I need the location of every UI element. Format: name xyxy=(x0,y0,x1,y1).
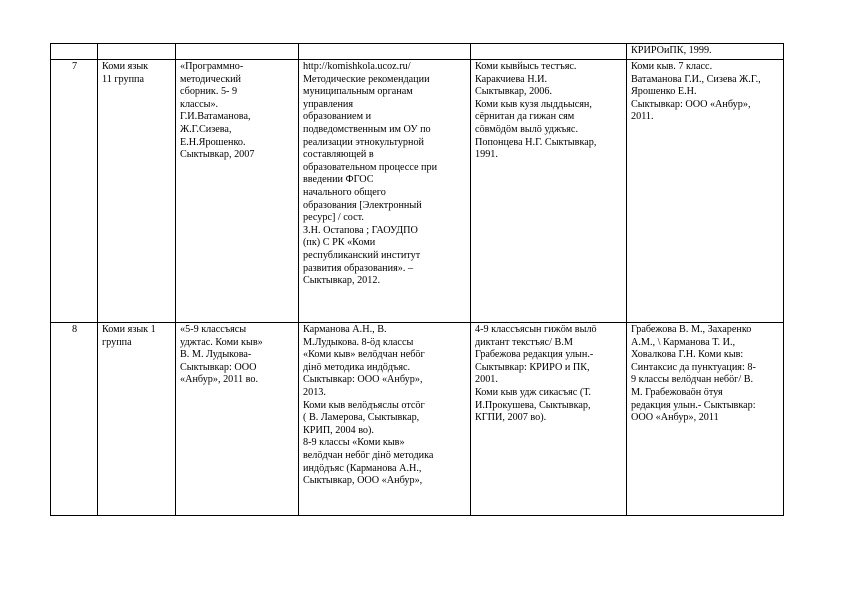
row-number: 8 xyxy=(71,324,78,335)
cell-text-line: введении ФГОС xyxy=(303,174,374,186)
cell-text-line: Сыктывкар: ООО «Анбур», xyxy=(303,374,423,386)
cell-text-line: Грабежова редакция улын.- xyxy=(475,349,594,361)
cell-text-line: http://komishkola.ucoz.ru/ xyxy=(303,61,411,72)
cell-text-line: республиканский институт xyxy=(303,249,421,261)
cell-text-line: Грабежова В. М., Захаренко xyxy=(631,324,752,335)
cell-text-line: Сыктывкар, 2006. xyxy=(475,86,552,98)
table-cell xyxy=(176,60,299,323)
table-row xyxy=(51,323,784,516)
cell-text-line: уджтас. Коми кыв» xyxy=(180,336,263,348)
table-cell xyxy=(627,323,784,516)
cell-text-line: Синтаксис да пунктуация: 8- xyxy=(631,361,756,373)
cell-text-line: велöдчан небöг дiнö методика xyxy=(303,449,434,461)
cell-text-line: образования [Электронный xyxy=(303,199,422,211)
cell-text-line: реализации этнокультурной xyxy=(303,136,425,148)
cell-text-line: 2011. xyxy=(631,111,654,123)
cell-text-line: Попонцева Н.Г. Сыктывкар, xyxy=(475,136,597,148)
cell-text-line: Сыктывкар, 2007 xyxy=(180,149,255,161)
cell-text-line: А.М., \ Карманова Т. И., xyxy=(631,336,736,348)
cell-text-line: ресурс] / сост. xyxy=(303,212,364,224)
cell-text-line: Ховалкова Г.Н. Коми кыв: xyxy=(631,349,744,361)
cell-text-line: развития образования». – xyxy=(303,262,414,274)
cell-text-line: Коми кыв. 7 класс. xyxy=(631,61,713,72)
cell-text-line: методический xyxy=(180,73,241,85)
cell-text-line: подведомственным им ОУ по xyxy=(303,123,431,135)
cell-text-line: Г.И.Ватаманова, xyxy=(180,111,251,123)
cell-text-line: Ярошенко Е.Н. xyxy=(631,86,697,98)
cell-text-line: индöдъяс (Карманова А.Н., xyxy=(303,462,422,474)
row-number-cell xyxy=(51,60,98,323)
table-cell xyxy=(98,44,176,60)
cell-text-line: муниципальным органам xyxy=(303,86,413,98)
cell-text-line: Каракчиева Н.И. xyxy=(475,73,547,85)
cell-text-line: Сыктывкар: ООО xyxy=(180,361,257,373)
cell-text-line: Коми кыв кузя лыддьысян, xyxy=(475,98,592,110)
table-cell xyxy=(627,60,784,323)
cell-text-line: КРИРОиПК, 1999. xyxy=(631,45,712,56)
cell-text-line: 2013. xyxy=(303,386,326,398)
table-cell xyxy=(299,60,471,323)
table-cell xyxy=(627,44,784,60)
cell-text-line: управления xyxy=(303,98,354,110)
cell-text-line: образованием и xyxy=(303,111,372,123)
cell-text-line: ( В. Ламерова, Сыктывкар, xyxy=(303,412,420,424)
row-number-cell xyxy=(51,44,98,60)
table-row xyxy=(51,60,784,323)
cell-text-line: «5-9 классъясы xyxy=(180,324,247,335)
cell-text-line: И.Прокушева, Сыктывкар, xyxy=(475,399,591,411)
cell-text-line: Коми кыв удж сикасъяс (Т. xyxy=(475,386,591,398)
cell-text-line: сёрнитан да гижан сям xyxy=(475,111,575,123)
cell-text-line: Методические рекомендации xyxy=(303,73,430,85)
cell-text-line: М.Лудыкова. 8-öд классы xyxy=(303,336,414,348)
row-number: 7 xyxy=(71,61,78,72)
cell-text-line: редакция улын.- Сыктывкар: xyxy=(631,399,756,411)
cell-text-line: Карманова А.Н., В. xyxy=(303,324,387,335)
cell-text-line: В. М. Лудыкова- xyxy=(180,349,252,361)
row-number-cell xyxy=(51,323,98,516)
cell-text-line: 11 группа xyxy=(102,73,145,85)
cell-text-line: группа xyxy=(102,336,132,348)
cell-text-line: «Программно- xyxy=(180,61,244,72)
cell-text-line: Е.Н.Ярошенко. xyxy=(180,136,246,148)
table-cell xyxy=(299,44,471,60)
cell-text-line: «Анбур», 2011 во. xyxy=(180,374,258,386)
table-cell xyxy=(176,44,299,60)
cell-text-line: М. Грабежоваöн öтуя xyxy=(631,386,723,398)
cell-text-line: дiнö методика индöдъяс. xyxy=(303,361,411,373)
table-cell xyxy=(176,323,299,516)
cell-text-line: Сыктывкар: ООО «Анбур», xyxy=(631,98,751,110)
cell-text-line: КГПИ, 2007 во). xyxy=(475,412,547,424)
cell-text-line: начального общего xyxy=(303,186,386,198)
cell-text-line: составляющей в xyxy=(303,149,374,161)
cell-text-line: Ж.Г.Сизева, xyxy=(180,123,232,135)
cell-text-line: 4-9 классъясын гижöм вылö xyxy=(475,324,597,335)
cell-text-line: Сыктывкар, 2012. xyxy=(303,275,380,287)
cell-text-line: сöвмöдöм вылö уджъяс. xyxy=(475,123,579,135)
cell-text-line: КРИП, 2004 во). xyxy=(303,424,374,436)
cell-text-line: ООО «Анбур», 2011 xyxy=(631,412,719,424)
cell-text-line: 2001. xyxy=(475,374,498,386)
document-table xyxy=(50,43,784,516)
table-row xyxy=(51,44,784,60)
cell-text-line: (пк) С РК «Коми xyxy=(303,237,376,249)
table-cell xyxy=(471,323,627,516)
cell-text-line: Ватаманова Г.И., Сизева Ж.Г., xyxy=(631,73,761,85)
cell-text-line: диктант текстъяс/ В.М xyxy=(475,336,573,348)
cell-text-line: Коми язык 1 xyxy=(102,324,156,335)
cell-text-line: образовательном процессе при xyxy=(303,161,438,173)
cell-text-line: Коми язык xyxy=(102,61,149,72)
cell-text-line: Сыктывкар, ООО «Анбур», xyxy=(303,475,423,487)
cell-text-line: сборник. 5- 9 xyxy=(180,86,238,98)
table-cell xyxy=(98,323,176,516)
cell-text-line: З.Н. Остапова ; ГАОУДПО xyxy=(303,224,418,236)
cell-text-line: Сыктывкар: КРИРО и ПК, xyxy=(475,361,590,373)
cell-text-line: классы». xyxy=(180,98,219,110)
cell-text-line: Коми кывйысь тестъяс. xyxy=(475,61,577,72)
table-cell xyxy=(299,323,471,516)
cell-text-line: 1991. xyxy=(475,149,498,161)
table-cell xyxy=(98,60,176,323)
cell-text-line: Коми кыв велöдъяслы отсöг xyxy=(303,399,425,411)
cell-text-line: 9 классы велöдчан небöг/ В. xyxy=(631,374,754,386)
cell-text-line: 8-9 классы «Коми кыв» xyxy=(303,437,405,449)
table-cell xyxy=(471,60,627,323)
table-cell xyxy=(471,44,627,60)
cell-text-line: «Коми кыв» велöдчан небöг xyxy=(303,349,425,361)
